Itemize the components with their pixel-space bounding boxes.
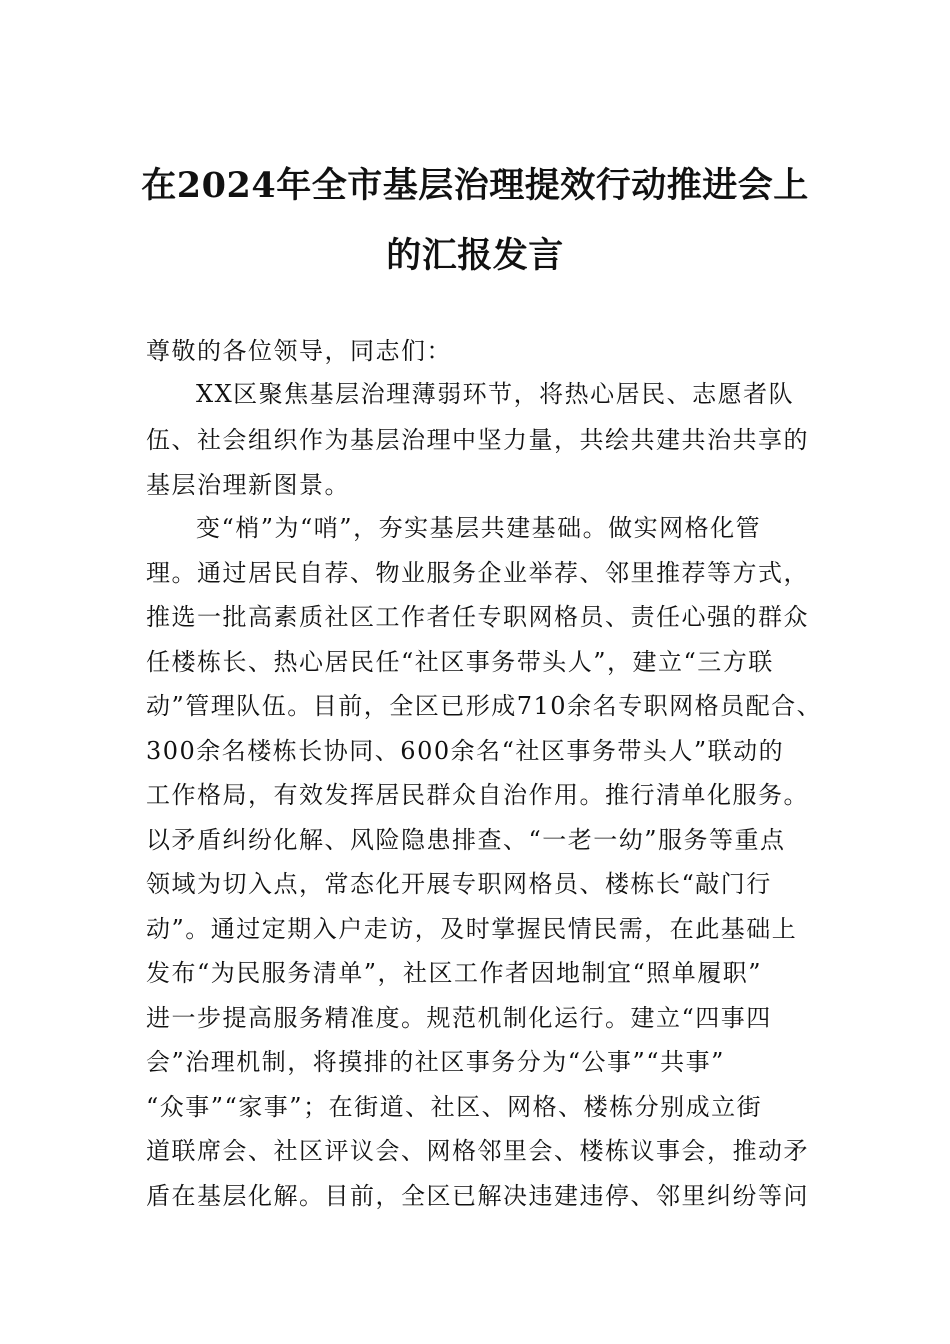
paragraph-2-line-14: “众事”“家事”；在街道、社区、网格、楼栋分别成立街	[146, 1093, 763, 1121]
salutation: 尊敬的各位领导，同志们：	[146, 337, 452, 365]
paragraph-2-line-16: 盾在基层化解。目前，全区已解决违建违停、邻里纠纷等问	[146, 1182, 809, 1210]
paragraph-2-line-8: 以矛盾纠纷化解、风险隐患排查、“一老一幼”服务等重点	[146, 826, 786, 854]
paragraph-2-line-3: 推选一批高素质社区工作者任专职网格员、责任心强的群众	[146, 603, 809, 631]
document-title-line-1: 在2024年全市基层治理提效行动推进会上	[141, 165, 809, 206]
paragraph-2-line-15: 道联席会、社区评议会、网格邻里会、楼栋议事会，推动矛	[146, 1137, 809, 1165]
paragraph-1-line-1: XX区聚焦基层治理薄弱环节，将热心居民、志愿者队	[196, 380, 795, 408]
paragraph-1-line-3: 基层治理新图景。	[146, 471, 350, 499]
paragraph-2-line-11: 发布“为民服务清单”，社区工作者因地制宜“照单履职”	[146, 959, 763, 987]
paragraph-2-line-13: 会”治理机制，将摸排的社区事务分为“公事”“共事”	[146, 1048, 725, 1076]
paragraph-2-line-1: 变“梢”为“哨”，夯实基层共建基础。做实网格化管	[196, 514, 762, 542]
paragraph-2-line-7: 工作格局，有效发挥居民群众自治作用。推行清单化服务。	[146, 781, 809, 809]
paragraph-2-line-12: 进一步提高服务精准度。规范机制化运行。建立“四事四	[146, 1004, 772, 1032]
paragraph-2-line-5: 动”管理队伍。目前，全区已形成710余名专职网格员配合、	[146, 692, 823, 720]
paragraph-2-line-4: 任楼栋长、热心居民任“社区事务带头人”，建立“三方联	[146, 648, 774, 676]
document-title-line-2: 的汇报发言	[386, 235, 564, 276]
paragraph-2-line-9: 领域为切入点，常态化开展专职网格员、楼栋长“敲门行	[146, 870, 772, 898]
paragraph-2-line-10: 动”。通过定期入户走访，及时掌握民情民需，在此基础上	[146, 915, 798, 943]
paragraph-1-line-2: 伍、社会组织作为基层治理中坚力量，共绘共建共治共享的	[146, 426, 809, 454]
paragraph-2-line-6: 300余名楼栋长协同、600余名“社区事务带头人”联动的	[146, 737, 785, 765]
paragraph-2-line-2: 理。通过居民自荐、物业服务企业举荐、邻里推荐等方式，	[146, 559, 809, 587]
